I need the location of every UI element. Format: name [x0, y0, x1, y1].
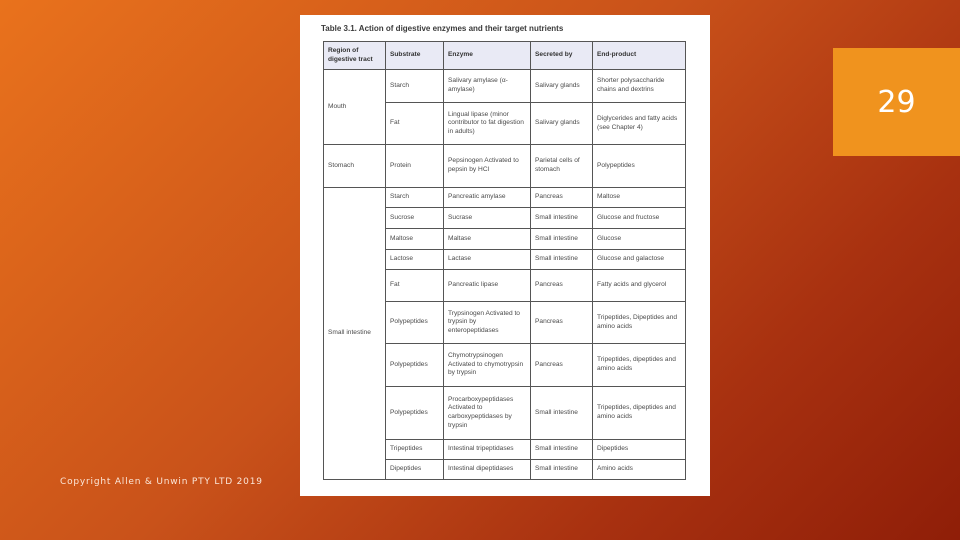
secreted-cell: Salivary glands [531, 70, 593, 103]
table-row [324, 145, 686, 188]
substrate-cell: Starch [386, 70, 444, 103]
secreted-cell: Small intestine [531, 460, 593, 480]
end-product-cell: Diglycerides and fatty acids (see Chapter 4) [593, 103, 686, 145]
end-product-cell: Dipeptides [593, 440, 686, 460]
enzyme-cell: Pancreatic amylase [444, 188, 531, 208]
end-product-cell: Polypeptides [593, 145, 686, 188]
substrate-cell: Maltose [386, 229, 444, 250]
region-cell: Small intestine [324, 188, 386, 480]
end-product-cell: Glucose and galactose [593, 250, 686, 270]
enzyme-cell: Intestinal dipeptidases [444, 460, 531, 480]
header-end-product: End-product [593, 42, 686, 70]
enzyme-cell: Trypsinogen Activated to trypsin by enteropeptidases [444, 302, 531, 344]
secreted-cell: Small intestine [531, 387, 593, 440]
end-product-cell: Fatty acids and glycerol [593, 270, 686, 302]
table-row [324, 70, 686, 103]
substrate-cell: Polypeptides [386, 344, 444, 387]
secreted-cell: Small intestine [531, 440, 593, 460]
secreted-cell: Pancreas [531, 302, 593, 344]
region-cell: Stomach [324, 145, 386, 188]
enzyme-cell: Procarboxypeptidases Activated to carboxypeptidases by trypsin [444, 387, 531, 440]
enzyme-cell: Lingual lipase (minor contributor to fat digestion in adults) [444, 103, 531, 145]
secreted-cell: Salivary glands [531, 103, 593, 145]
substrate-cell: Lactose [386, 250, 444, 270]
end-product-cell: Glucose [593, 229, 686, 250]
end-product-cell: Maltose [593, 188, 686, 208]
enzyme-cell: Salivary amylase (α-amylase) [444, 70, 531, 103]
substrate-cell: Starch [386, 188, 444, 208]
substrate-cell: Polypeptides [386, 387, 444, 440]
table-header-row [324, 42, 686, 70]
enzyme-cell: Lactase [444, 250, 531, 270]
enzyme-cell: Pancreatic lipase [444, 270, 531, 302]
substrate-cell: Polypeptides [386, 302, 444, 344]
substrate-cell: Tripeptides [386, 440, 444, 460]
substrate-cell: Protein [386, 145, 444, 188]
end-product-cell: Glucose and fructose [593, 208, 686, 229]
secreted-cell: Pancreas [531, 344, 593, 387]
end-product-cell: Amino acids [593, 460, 686, 480]
enzyme-table [323, 41, 686, 480]
substrate-cell: Fat [386, 270, 444, 302]
substrate-cell: Fat [386, 103, 444, 145]
secreted-cell: Small intestine [531, 250, 593, 270]
enzyme-cell: Sucrase [444, 208, 531, 229]
enzyme-cell: Chymotrypsinogen Activated to chymotrypsin by trypsin [444, 344, 531, 387]
header-enzyme: Enzyme [444, 42, 531, 70]
table-row [324, 188, 686, 208]
secreted-cell: Small intestine [531, 229, 593, 250]
end-product-cell: Shorter polysaccharide chains and dextrins [593, 70, 686, 103]
enzyme-cell: Pepsinogen Activated to pepsin by HCl [444, 145, 531, 188]
header-secreted-by: Secreted by [531, 42, 593, 70]
copyright-notice: Copyright Allen & Unwin PTY LTD 2019 [60, 477, 263, 487]
substrate-cell: Dipeptides [386, 460, 444, 480]
secreted-cell: Pancreas [531, 188, 593, 208]
end-product-cell: Tripeptides, Dipeptides and amino acids [593, 302, 686, 344]
enzyme-cell: Intestinal tripeptidases [444, 440, 531, 460]
secreted-cell: Small intestine [531, 208, 593, 229]
document-image [300, 15, 710, 496]
enzyme-cell: Maltase [444, 229, 531, 250]
table-title: Table 3.1. Action of digestive enzymes and their target nutrients [321, 24, 564, 33]
header-substrate: Substrate [386, 42, 444, 70]
substrate-cell: Sucrose [386, 208, 444, 229]
end-product-cell: Tripeptides, dipeptides and amino acids [593, 344, 686, 387]
end-product-cell: Tripeptides, dipeptides and amino acids [593, 387, 686, 440]
region-cell: Mouth [324, 70, 386, 145]
header-region: Region of digestive tract [324, 42, 386, 70]
secreted-cell: Parietal cells of stomach [531, 145, 593, 188]
secreted-cell: Pancreas [531, 270, 593, 302]
slide-number: 29 [833, 48, 960, 156]
